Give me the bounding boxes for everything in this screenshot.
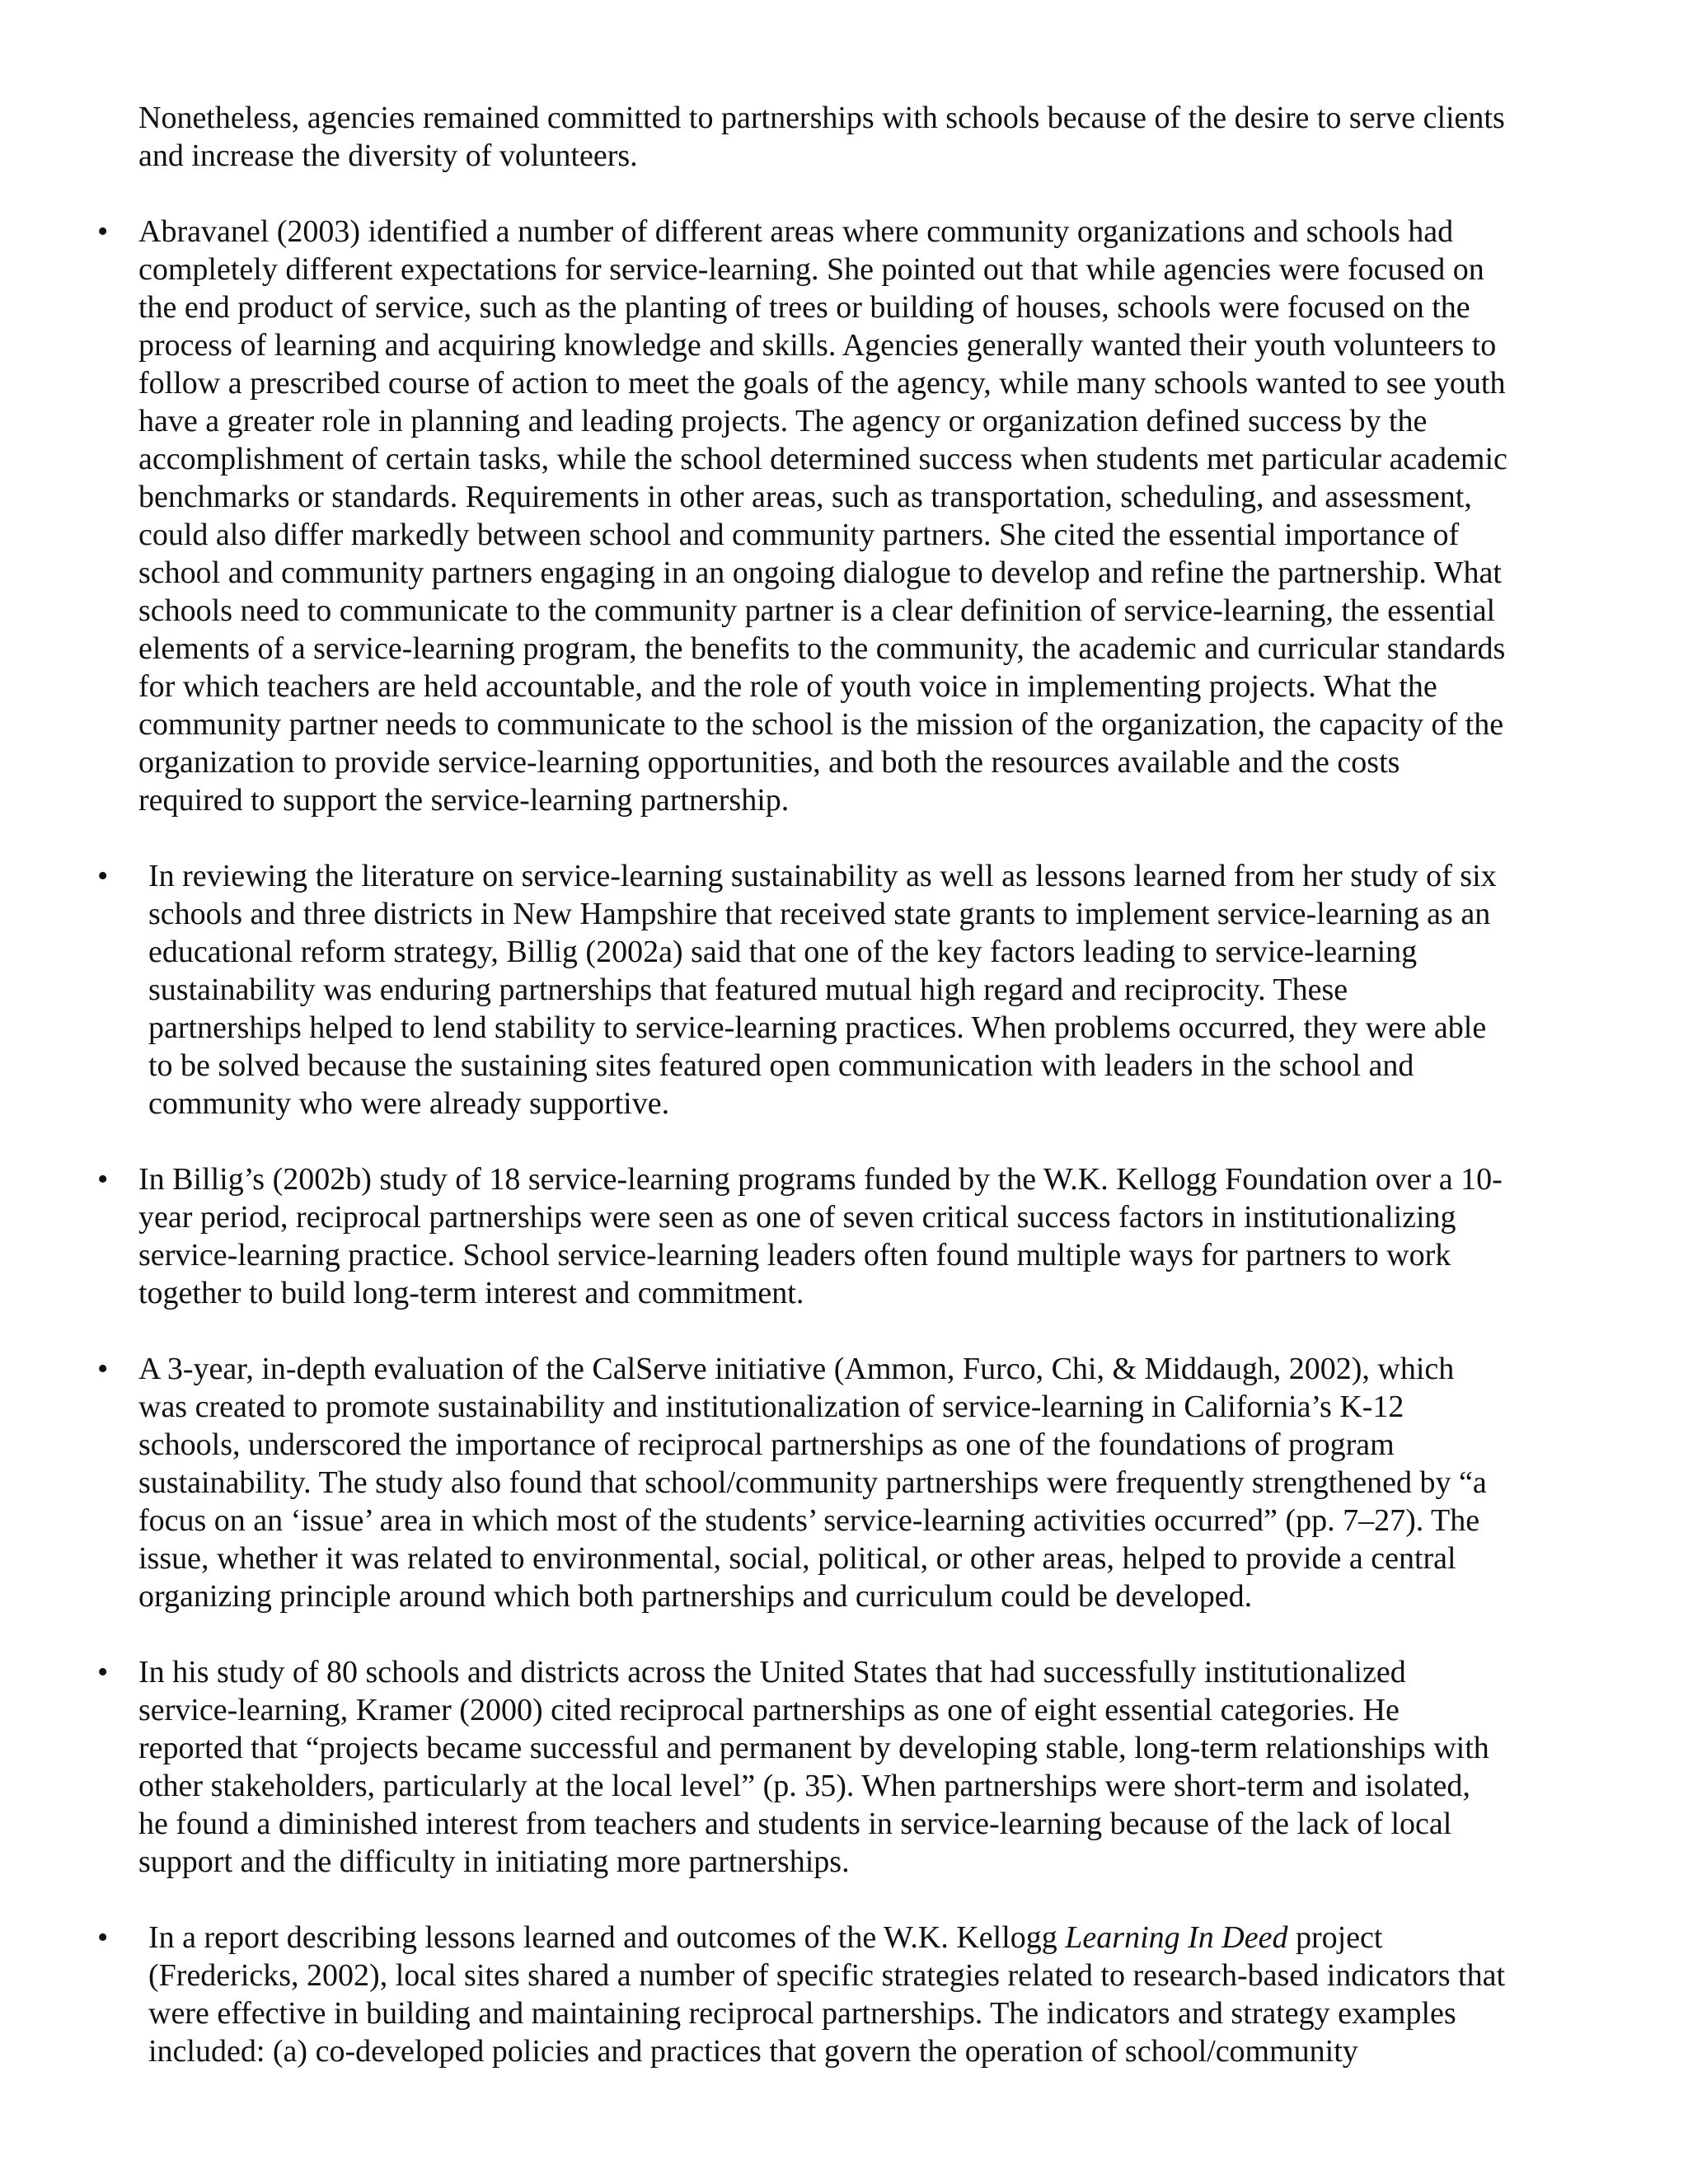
text-line: community who were already supportive. [148,1086,670,1121]
text-line: A 3-year, in-depth evaluation of the CalServe initiative (Ammon, Furco, Chi, & Middaugh, 2002), which [138,1352,1455,1386]
text-line: other stakeholders, particularly at the local level” (p. 35). When partnerships were short-term and isolated, [138,1769,1470,1803]
bullet-dot-icon: • [97,859,109,893]
line-text-before: In a report describing lessons learned and outcomes of the W.K. Kellogg [148,1920,1066,1955]
text-line: service-learning practice. School service-learning leaders often found multiple ways for partners to work [138,1238,1451,1272]
text-line: benchmarks or standards. Requirements in other areas, such as transportation, scheduling, and assessment, [138,480,1472,514]
text-line: school and community partners engaging in an ongoing dialogue to develop and refine the partnership. What [138,555,1502,590]
text-line: reported that “projects became successful and permanent by developing stable, long-term relationships with [138,1731,1489,1765]
line-text-after: project [1287,1920,1383,1955]
text-line: and increase the diversity of volunteers. [138,138,638,173]
text-line: was created to promote sustainability and institutionalization of service-learning in California’s K-12 [138,1390,1404,1424]
text-line: issue, whether it was related to environmental, social, political, or other areas, helped to provide a central [138,1541,1456,1576]
text-line: support and the difficulty in initiating more partnerships. [138,1844,850,1879]
bullet-text [148,857,1497,1122]
text-line: elements of a service-learning program, the benefits to the community, the academic and curricular standards [138,631,1506,666]
text-line: community partner needs to communicate to the school is the mission of the organization, the capacity of the [138,707,1504,742]
text-line: accomplishment of certain tasks, while the school determined success when students met particular academic [138,442,1507,476]
text-line: to be solved because the sustaining sites featured open communication with leaders in the school and [148,1048,1414,1083]
text-line: schools, underscored the importance of reciprocal partnerships as one of the foundations of program [138,1427,1395,1462]
text-line-with-italic-title [148,1919,1505,1957]
text-line: were effective in building and maintaining reciprocal partnerships. The indicators and strategy examples [148,1996,1456,2031]
text-line: included: (a) co-developed policies and practices that govern the operation of school/community [148,2034,1358,2069]
bullet-text [138,1653,1489,1881]
text-line: In reviewing the literature on service-learning sustainability as well as lessons learned from her study of six [148,859,1497,893]
text-line: organization to provide service-learning opportunities, and both the resources available and the costs [138,745,1400,780]
text-line: partnerships helped to lend stability to service-learning practices. When problems occurred, they were able [148,1010,1487,1045]
text-line: Abravanel (2003) identified a number of different areas where community organizations and schools had [138,214,1454,249]
text-line: focus on an ‘issue’ area in which most of the students’ service-learning activities occurred” (pp. 7–27). The [138,1503,1480,1538]
bullet-text [148,1919,1505,2070]
text-line: have a greater role in planning and leading projects. The agency or organization defined success by the [138,404,1428,438]
text-line: for which teachers are held accountable, and the role of youth voice in implementing projects. What the [138,669,1437,704]
bullet-text [138,1350,1487,1615]
text-line: service-learning, Kramer (2000) cited reciprocal partnerships as one of eight essential categories. He [138,1693,1400,1727]
text-line: Nonetheless, agencies remained committed to partnerships with schools because of the desire to serve clients [138,101,1505,135]
text-line: process of learning and acquiring knowledge and skills. Agencies generally wanted their youth volunteers to [138,328,1497,363]
text-line: In his study of 80 schools and districts across the United States that had successfully institutionalized [138,1655,1406,1690]
text-line: educational reform strategy, Billig (2002a) said that one of the key factors leading to service-learning [148,935,1418,969]
bullet-dot-icon: • [97,1162,109,1197]
text-line: could also differ markedly between school and community partners. She cited the essential importance of [138,518,1460,552]
text-line: In Billig’s (2002b) study of 18 service-learning programs funded by the W.K. Kellogg Foundation over a 10- [138,1162,1503,1197]
bullet-text [138,213,1507,819]
intro-paragraph [138,99,1505,175]
text-line: sustainability was enduring partnerships that featured mutual high regard and reciprocity. These [148,972,1348,1007]
text-line: sustainability. The study also found that school/community partnerships were frequently strengthened by “a [138,1465,1487,1500]
text-line: organizing principle around which both partnerships and curriculum could be developed. [138,1579,1253,1614]
bullet-dot-icon: • [97,1920,109,1955]
text-line: year period, reciprocal partnerships were seen as one of seven critical success factors in institutionalizing [138,1200,1456,1235]
text-line: completely different expectations for service-learning. She pointed out that while agencies were focused on [138,252,1484,287]
text-line: required to support the service-learning partnership. [138,783,790,818]
text-line: (Fredericks, 2002), local sites shared a number of specific strategies related to research-based indicators that [148,1958,1506,1993]
text-line: schools need to communicate to the community partner is a clear definition of service-learning, the essential [138,593,1496,628]
bullet-dot-icon: • [97,1352,109,1386]
bullet-dot-icon: • [97,214,109,249]
text-line: he found a diminished interest from teachers and students in service-learning because of the lack of local [138,1807,1452,1841]
project-title-italic: Learning In Deed [1065,1920,1288,1955]
text-line: follow a prescribed course of action to meet the goals of the agency, while many schools wanted to see youth [138,366,1506,401]
text-line: the end product of service, such as the planting of trees or building of houses, schools were focused on the [138,290,1470,325]
bullet-dot-icon: • [97,1655,109,1690]
text-line: schools and three districts in New Hampshire that received state grants to implement service-learning as an [148,897,1491,931]
bullet-text [138,1160,1503,1312]
text-line: together to build long-term interest and commitment. [138,1276,804,1310]
